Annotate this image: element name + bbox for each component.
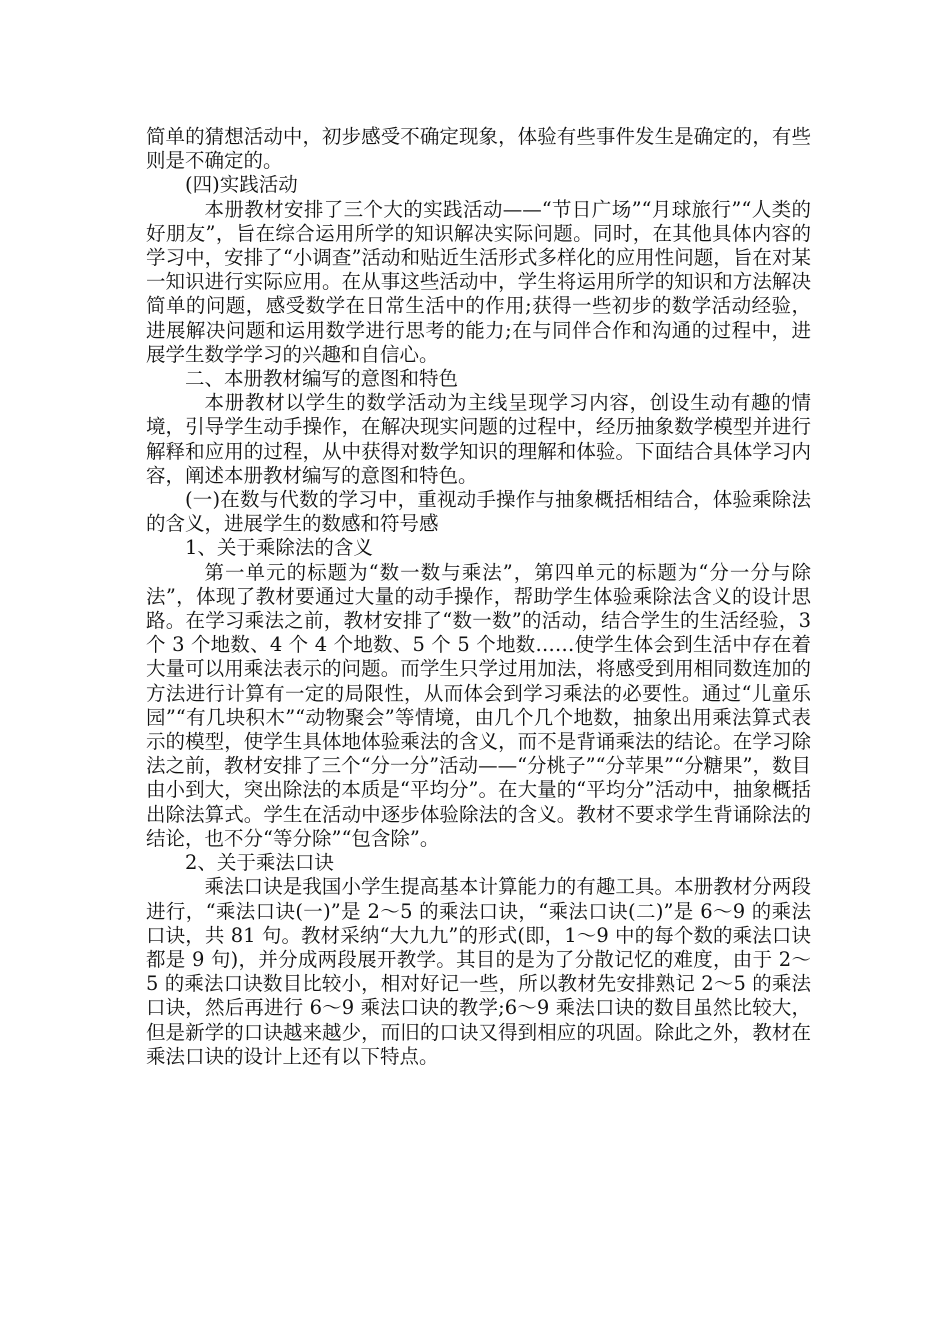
paragraph-design-intent: 本册教材以学生的数学活动为主线呈现学习内容，创设生动有趣的情境，引导学生动手操作，在解决现实问题的过程中，经历抽象数学模型并进行解释和应用的过程，从中获得对数学知识的理解和体验。下面结合具体学习内容，阐述本册教材编写的意图和特色。: [146, 391, 811, 487]
heading-number-algebra: (一)在数与代数的学习中，重视动手操作与抽象概括相结合，体验乘除法的含义，进展学生的数感和符号感: [146, 488, 811, 536]
paragraph-continuation: 简单的猜想活动中，初步感受不确定现象，体验有些事件发生是确定的，有些则是不确定的。: [146, 125, 811, 173]
heading-design-intent: 二、本册教材编写的意图和特色: [185, 367, 459, 391]
paragraph-multiplication-table: 乘法口诀是我国小学生提高基本计算能力的有趣工具。本册教材分两段进行，“乘法口诀(一)”是 2～5 的乘法口诀，“乘法口诀(二)”是 6～9 的乘法口诀，共 81 句。教材采纳“大九九”的形式(即，1～9 中的每个数的乘法口诀都是 9 句)，并分成两段展开教学。其目的是为了分散记忆的难度，由于 2～5 的乘法口诀数目比较小，相对好记一些，所以教材先安排熟记 2～5 的乘法口诀，然后再进行 6～9 乘法口诀的教学;6～9 乘法口诀的数目虽然比较大，但是新学的口诀越来越少，而旧的口诀又得到相应的巩固。除此之外，教材在乘法口诀的设计上还有以下特点。: [146, 875, 811, 1068]
document-body: [146, 125, 811, 1069]
heading-multiplication-table: 2、关于乘法口诀: [185, 851, 334, 875]
paragraph-practice-activities: 本册教材安排了三个大的实践活动——“节日广场”“月球旅行”“人类的好朋友”，旨在综合运用所学的知识解决实际问题。同时，在其他具体内容的学习中，安排了“小调查”活动和贴近生活形式多样化的应用性问题，旨在对某一知识进行实际应用。在从事这些活动中，学生将运用所学的知识和方法解决简单的问题，感受数学在日常生活中的作用;获得一些初步的数学活动经验，进展解决问题和运用数学进行思考的能力;在与同伴合作和沟通的过程中，进展学生数学学习的兴趣和自信心。: [146, 197, 811, 366]
heading-multiplication-division-meaning: 1、关于乘除法的含义: [185, 536, 373, 560]
paragraph-multiplication-division-meaning: 第一单元的标题为“数一数与乘法”，第四单元的标题为“分一分与除法”，体现了教材要通过大量的动手操作，帮助学生体验乘除法含义的设计思路。在学习乘法之前，教材安排了“数一数”的活动，结合学生的生活经验，3 个 3 个地数、4 个 4 个地数、5 个 5 个地数……使学生体会到生活中存在着大量可以用乘法表示的问题。而学生只学过用加法，将感受到用相同数连加的方法进行计算有一定的局限性，从而体会到学习乘法的必要性。通过“儿童乐园”“有几块积木”“动物聚会”等情境，由几个几个地数，抽象出用乘法算式表示的模型，使学生具体地体验乘法的含义，而不是背诵乘法的结论。在学习除法之前，教材安排了三个“分一分”活动——“分桃子”“分苹果”“分糖果”，数目由小到大，突出除法的本质是“平均分”。在大量的“平均分”活动中，抽象概括出除法算式。学生在活动中逐步体验除法的含义。教材不要求学生背诵除法的结论，也不分“等分除”“包含除”。: [146, 560, 811, 850]
heading-practice-activities: (四)实践活动: [185, 173, 298, 197]
